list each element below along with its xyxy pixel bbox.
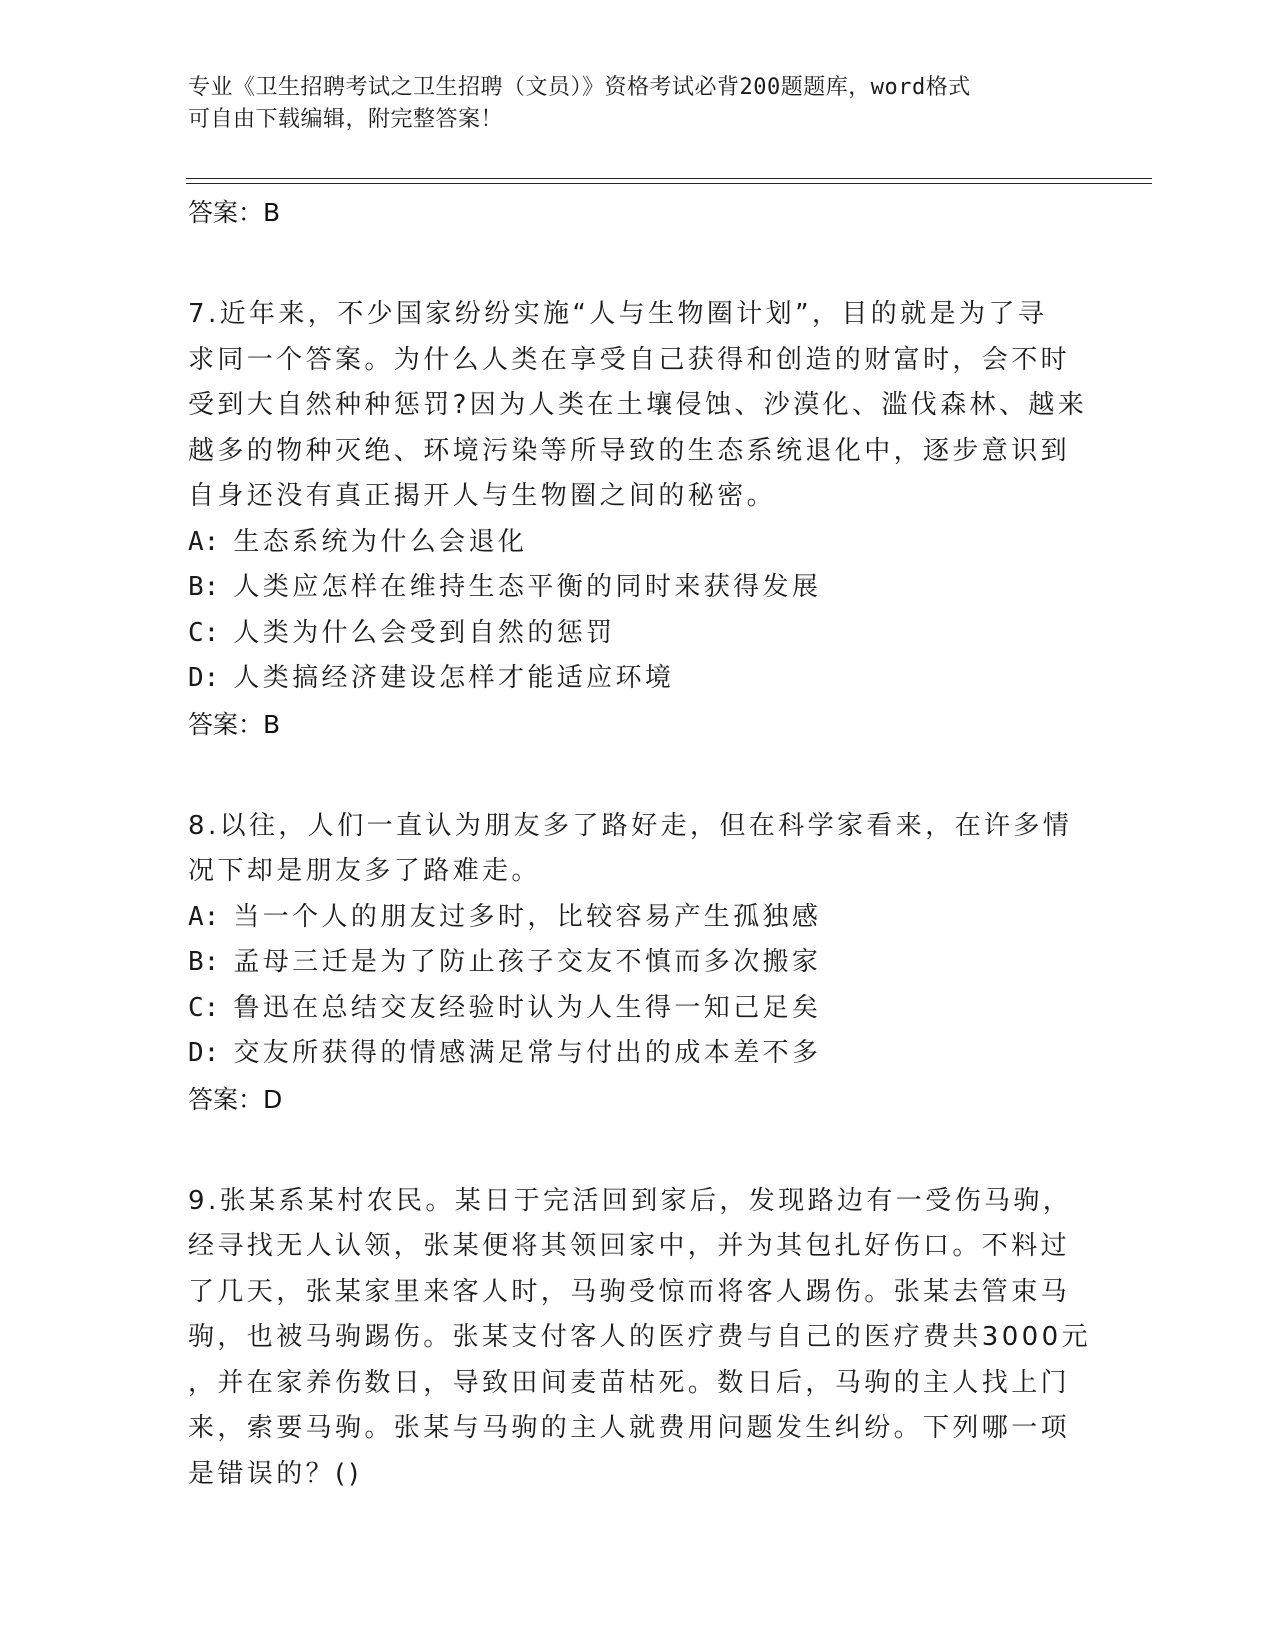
answer-q7: 答案：B — [188, 709, 281, 739]
question-text-line: ，并在家养伤数日，导致田间麦苗枯死。数日后，马驹的主人找上门 — [188, 1367, 1071, 1398]
option-letter: C: — [188, 992, 220, 1023]
option-letter: B: — [188, 947, 220, 977]
header-line-1: 专业《卫生招聘考试之卫生招聘（文员）》资格考试必背200题题库，word格式 — [188, 75, 971, 100]
question-content — [188, 190, 1091, 1497]
question-8 — [188, 804, 1088, 1123]
option-letter: A: — [188, 526, 220, 557]
header-line-2: 可自由下载编辑，附完整答案！ — [188, 107, 504, 132]
question-text-line: 越多的物种灭绝、环境污染等所导致的生态系统退化中，逐步意识到 — [188, 435, 1071, 466]
option-text: 鲁迅在总结交友经验时认为人生得一知己足矣 — [233, 992, 822, 1023]
option-d — [188, 656, 1088, 702]
question-text-line: 8.以往，人们一直认为朋友多了路好走，但在科学家看来，在许多情 — [188, 810, 1073, 841]
option-a — [188, 520, 1088, 566]
previous-answer: 答案：B — [188, 198, 281, 227]
option-text: 孟母三迁是为了防止孩子交友不慎而多次搬家 — [233, 947, 822, 977]
question-text-line: 7.近年来，不少国家纷纷实施“人与生物圈计划”，目的就是为了寻 — [188, 299, 1048, 329]
option-d — [188, 1031, 1088, 1077]
option-c — [188, 611, 1088, 657]
option-letter: A: — [188, 901, 220, 932]
option-text: 人类为什么会受到自然的惩罚 — [233, 617, 616, 648]
option-text: 人类搞经济建设怎样才能适应环境 — [233, 663, 675, 693]
option-letter: C: — [188, 617, 220, 648]
option-text: 人类应怎样在维持生态平衡的同时来获得发展 — [233, 572, 822, 602]
option-text: 交友所获得的情感满足常与付出的成本差不多 — [233, 1038, 822, 1068]
question-text-line: 受到大自然种种惩罚?因为人类在土壤侵蚀、沙漠化、滥伐森林、越来 — [188, 390, 1088, 420]
question-text-line: 况下却是朋友多了路难走。 — [188, 856, 541, 886]
option-text: 生态系统为什么会退化 — [233, 526, 528, 557]
option-letter: D: — [188, 1038, 220, 1068]
question-text-line: 是错误的？() — [188, 1458, 363, 1489]
question-text-line: 自身还没有真正揭开人与生物圈之间的秘密。 — [188, 481, 777, 511]
question-7 — [188, 292, 1088, 748]
option-letter: B: — [188, 572, 220, 602]
question-text-line: 求同一个答案。为什么人类在享受自己获得和创造的财富时，会不时 — [188, 344, 1071, 375]
question-9 — [188, 1179, 1091, 1498]
document-header — [188, 72, 1088, 136]
header-divider-top — [186, 178, 1152, 179]
question-text-line: 来，索要马驹。张某与马驹的主人就费用问题发生纠纷。下列哪一项 — [188, 1413, 1071, 1443]
question-text-line: 驹，也被马驹踢伤。张某支付客人的医疗费与自己的医疗费共3000元 — [188, 1322, 1091, 1352]
spacer — [188, 236, 1088, 292]
spacer — [188, 748, 1088, 804]
option-b — [188, 940, 1088, 986]
option-letter: D: — [188, 663, 220, 693]
option-text: 当一个人的朋友过多时，比较容易产生孤独感 — [233, 901, 822, 932]
question-text-line: 经寻找无人认领，张某便将其领回家中，并为其包扎好伤口。不料过 — [188, 1231, 1071, 1261]
spacer — [188, 1123, 1088, 1179]
question-text-line: 9.张某系某村农民。某日于完活回到家后，发现路边有一受伤马驹， — [188, 1185, 1073, 1216]
option-b — [188, 565, 1088, 611]
question-text-line: 了几天，张某家里来客人时，马驹受惊而将客人踢伤。张某去管束马 — [188, 1276, 1071, 1307]
answer-q8: 答案：D — [188, 1084, 283, 1114]
option-c — [188, 986, 1088, 1032]
option-a — [188, 895, 1088, 941]
header-divider-bottom — [186, 183, 1152, 184]
